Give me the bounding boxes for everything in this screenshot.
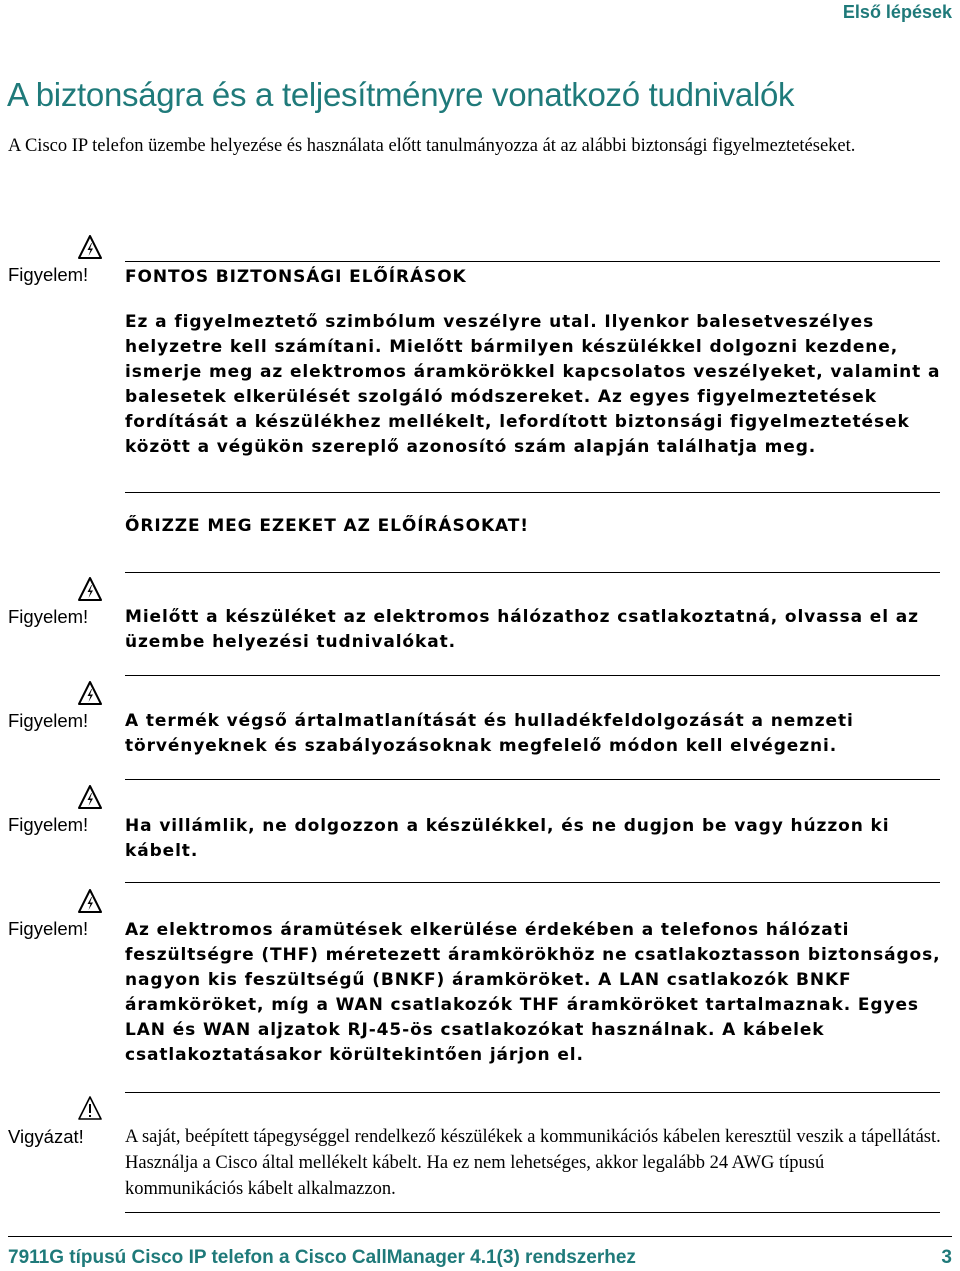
divider [125, 572, 940, 573]
divider [125, 261, 940, 262]
page-title: A biztonságra és a teljesítményre vonatkozó tudnivalók [7, 76, 795, 113]
warning-label: Figyelem! [8, 606, 89, 627]
warning-text: Mielőtt a készüléket az elektromos hálózathoz csatlakoztatná, olvassa el az üzembe helyezési tudnivalókat. [125, 607, 919, 652]
caution-label: Vigyázat! [8, 1126, 84, 1147]
divider [125, 675, 940, 676]
warning-label: Figyelem! [8, 814, 89, 835]
warning-lightning-icon [78, 235, 102, 259]
divider [125, 1092, 940, 1093]
divider [125, 492, 940, 493]
warning-text: Az elektromos áramütések elkerülése érdekében a telefonos hálózati feszültségre (THF) méretezett áramkörökhöz ne csatlakoztasson biztonságos, nagyon kis feszültségű (BNKF) áramköröket. A LAN csatlakozók BNKF áramköröket, míg a WAN csatlakozók THF áramköröket tartalmaznak. Egyes LAN és WAN aljzatok RJ-45-ös csatlakozókat használnak. A kábelek csatlakoztatásakor körültekintően járjon el. [125, 920, 941, 1065]
warning-lightning-icon [78, 681, 102, 705]
divider [125, 882, 940, 883]
footer-title: 7911G típusú Cisco IP telefon a Cisco CallManager 4.1(3) rendszerhez [8, 1247, 636, 1268]
divider [125, 779, 940, 780]
warning-text: Ez a figyelmeztető szimbólum veszélyre utal. Ilyenkor balesetveszélyes helyzetre kell számítani. Mielőtt bármilyen készülékkel dolgozni kezdene, ismerje meg az elektromos áramkörökkel kapcsolatos veszélyeket, valamint a balesetek elkerülését szolgáló módszereket. Az egyes figyelmeztetések fordítását a készülékhez mellékelt, lefordított biztonsági figyelmeztetések között a végükön szereplő azonosító szám alapján találhatja meg. [125, 312, 941, 457]
warning-text: A termék végső ártalmatlanítását és hulladékfeldolgozását a nemzeti törvényeknek és szabályozásoknak megfelelő módon kell elvégezni. [125, 711, 854, 756]
intro-paragraph: A Cisco IP telefon üzembe helyezése és használata előtt tanulmányozza át az alábbi biztonsági figyelmeztetéseket. [8, 136, 856, 156]
warning-lightning-icon [78, 785, 102, 809]
warning-lightning-icon [78, 577, 102, 601]
warning-footer: ŐRIZZE MEG EZEKET AZ ELŐÍRÁSOKAT! [125, 516, 529, 536]
caution-exclamation-icon [78, 1096, 102, 1120]
footer-divider [8, 1236, 952, 1237]
warning-text: Ha villámlik, ne dolgozzon a készülékkel, és ne dugjon be vagy húzzon ki kábelt. [125, 816, 890, 861]
warning-lightning-icon [78, 889, 102, 913]
warning-label: Figyelem! [8, 710, 89, 731]
section-header: Első lépések [842, 2, 952, 22]
page-number: 3 [941, 1247, 952, 1268]
warning-heading: FONTOS BIZTONSÁGI ELŐÍRÁSOK [125, 267, 467, 287]
divider [125, 1212, 940, 1213]
warning-label: Figyelem! [8, 264, 89, 285]
warning-label: Figyelem! [8, 918, 89, 939]
caution-text: A saját, beépített tápegységgel rendelkező készülékek a kommunikációs kábelen keresztül veszik a tápellátást. Használja a Cisco által mellékelt kábelt. Ha ez nem lehetséges, akkor legalább 24 AWG típusú kommunikációs kábelt alkalmazzon. [125, 1127, 941, 1199]
